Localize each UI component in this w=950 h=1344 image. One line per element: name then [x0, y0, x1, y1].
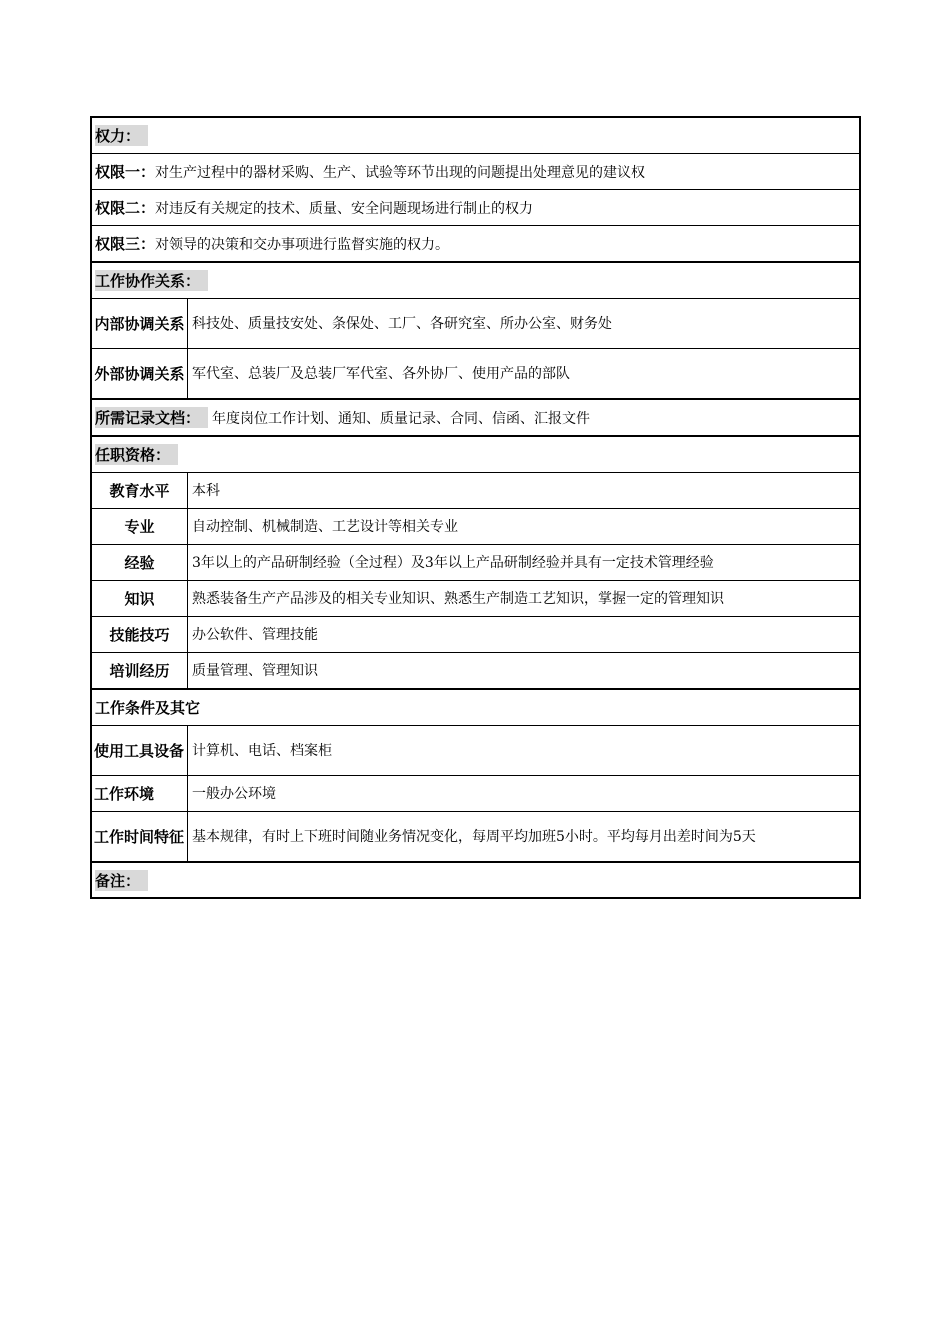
cooperation-header-row — [92, 263, 859, 298]
qualification-label: 专业 — [92, 509, 188, 544]
authority-label: 权限三： — [95, 235, 156, 253]
authority-section — [90, 116, 861, 261]
qualification-label: 经验 — [92, 545, 188, 580]
qualifications-header-row — [92, 437, 859, 472]
condition-row — [92, 811, 859, 861]
qualification-row — [92, 544, 859, 580]
qualification-row — [92, 472, 859, 508]
qualification-label: 教育水平 — [92, 473, 188, 508]
qualification-value: 熟悉装备生产产品涉及的相关专业知识、熟悉生产制造工艺知识，掌握一定的管理知识 — [192, 590, 724, 607]
condition-value: 计算机、电话、档案柜 — [192, 742, 332, 759]
qualification-value: 本科 — [192, 482, 220, 499]
cooperation-value: 科技处、质量技安处、条保处、工厂、各研究室、所办公室、财务处 — [192, 315, 612, 332]
condition-row — [92, 725, 859, 775]
conditions-section — [90, 688, 861, 861]
authority-heading: 权力： — [95, 125, 148, 146]
qualifications-heading: 任职资格： — [95, 444, 178, 465]
qualification-value: 3年以上的产品研制经验（全过程）及3年以上产品研制经验并具有一定技术管理经验 — [192, 554, 714, 571]
authority-text: 对生产过程中的器材采购、生产、试验等环节出现的问题提出处理意见的建议权 — [155, 164, 646, 181]
qualification-label: 知识 — [92, 581, 188, 616]
notes-section — [90, 861, 861, 899]
cooperation-heading: 工作协作关系： — [95, 270, 208, 291]
cooperation-section — [90, 261, 861, 398]
condition-label: 工作环境 — [92, 776, 188, 811]
cooperation-row — [92, 348, 859, 398]
authority-text: 对违反有关规定的技术、质量、安全问题现场进行制止的权力 — [155, 200, 534, 217]
authority-header-row — [92, 118, 859, 153]
authority-row — [92, 225, 859, 261]
qualification-value: 质量管理、管理知识 — [192, 662, 318, 679]
records-value: 年度岗位工作计划、通知、质量记录、合同、信函、汇报文件 — [212, 410, 591, 427]
qualification-row — [92, 508, 859, 544]
authority-text: 对领导的决策和交办事项进行监督实施的权力。 — [155, 236, 450, 253]
conditions-header-row — [92, 690, 859, 725]
condition-label: 工作时间特征 — [92, 812, 188, 861]
condition-label: 使用工具设备 — [92, 726, 188, 775]
qualifications-section — [90, 435, 861, 688]
job-description-table — [90, 116, 861, 899]
cooperation-value: 军代室、总装厂及总装厂军代室、各外协厂、使用产品的部队 — [192, 365, 570, 382]
records-heading: 所需记录文档： — [95, 407, 208, 428]
authority-label: 权限二： — [95, 199, 156, 217]
authority-row — [92, 189, 859, 225]
qualification-label: 培训经历 — [92, 653, 188, 688]
qualification-row — [92, 580, 859, 616]
authority-row — [92, 153, 859, 189]
qualification-label: 技能技巧 — [92, 617, 188, 652]
cooperation-label: 外部协调关系 — [92, 349, 188, 398]
qualification-value: 自动控制、机械制造、工艺设计等相关专业 — [192, 518, 458, 535]
qualification-value: 办公软件、管理技能 — [192, 626, 318, 643]
condition-row — [92, 775, 859, 811]
cooperation-label: 内部协调关系 — [92, 299, 188, 348]
condition-value: 一般办公环境 — [192, 785, 276, 802]
authority-label: 权限一： — [95, 163, 156, 181]
records-section — [90, 398, 861, 435]
condition-value: 基本规律，有时上下班时间随业务情况变化，每周平均加班5小时。平均每月出差时间为5天 — [192, 828, 756, 845]
qualification-row — [92, 652, 859, 688]
records-row — [92, 400, 859, 435]
cooperation-row — [92, 298, 859, 348]
conditions-heading: 工作条件及其它 — [95, 699, 201, 717]
notes-heading: 备注： — [95, 870, 148, 891]
qualification-row — [92, 616, 859, 652]
notes-row — [92, 863, 859, 897]
